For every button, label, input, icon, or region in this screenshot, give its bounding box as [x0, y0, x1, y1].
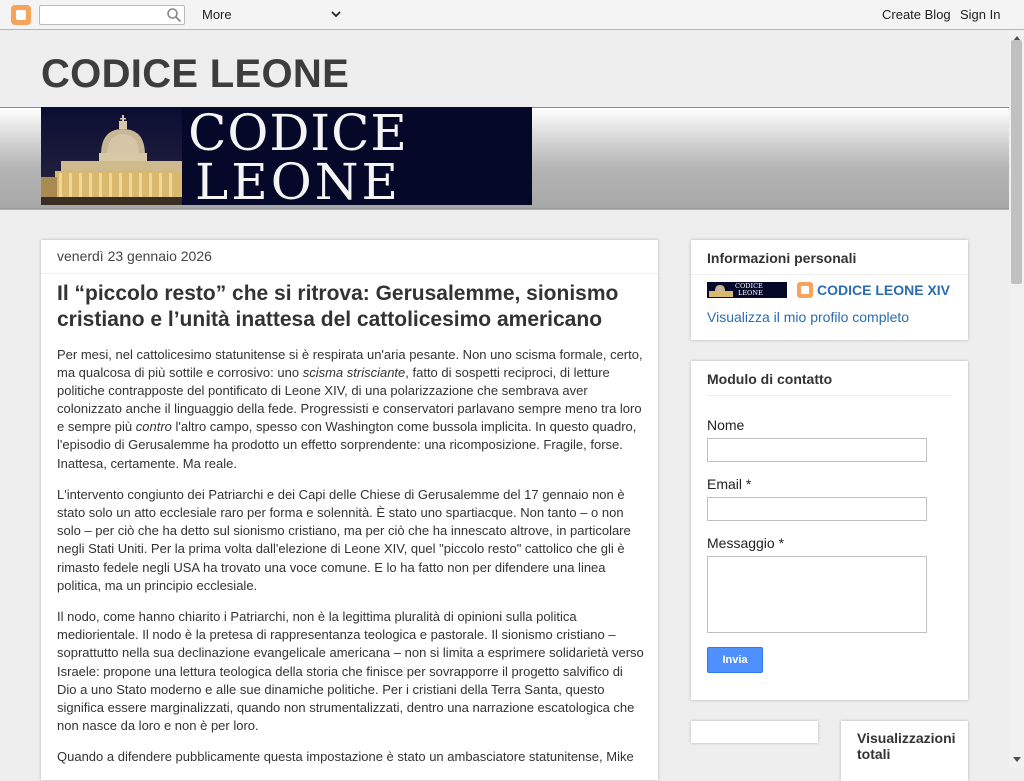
- header-divider: [0, 209, 1009, 210]
- profile-name-link[interactable]: CODICE LEONE XIV: [817, 282, 951, 298]
- widget-divider: [707, 395, 952, 396]
- chevron-down-icon[interactable]: [330, 9, 342, 19]
- post-date-divider: [41, 273, 658, 274]
- st-peters-basilica-illustration: [41, 107, 182, 205]
- scroll-down-arrow-icon[interactable]: [1013, 757, 1021, 762]
- name-label: Nome: [707, 417, 745, 433]
- blogger-navbar: [0, 0, 1024, 30]
- profile-image-text: CODICE: [735, 282, 763, 290]
- email-field[interactable]: [707, 497, 927, 521]
- view-full-profile-link[interactable]: Visualizza il mio profilo completo: [707, 309, 910, 325]
- widget-divider: [691, 274, 968, 275]
- post-paragraph: [57, 346, 645, 473]
- paragraph-text: , fatto di sospetti reciproci, di letture politiche contrapposte del pontificato di Leone XIV, di una polarizzazione che sembrava aver colonizzato anche il linguaggio della fede. Progressisti e conservatori parlavano sempre meno tra loro e sempre più: [57, 365, 642, 435]
- page-scrollbar[interactable]: [1009, 30, 1024, 768]
- total-views-widget: [841, 721, 968, 781]
- sidebar-widget-stub: [691, 721, 818, 743]
- profile-basilica-thumbnail: [707, 282, 733, 298]
- profile-image-text: LEONE: [738, 289, 763, 297]
- paragraph-text: l'altro campo, spesso con Washington come bussola implicita. In questo quadro, l'episodio di Gerusalemme ha prodotto un effetto sorprendente: una ricomposizione. Fragile, forse. Inattesa, certamente. Ma reale.: [57, 419, 637, 471]
- post-title[interactable]: Il “piccolo resto” che si ritrova: Gerusalemme, sionismo cristiano e l’unità inattesa del cattolicesimo americano: [57, 282, 619, 331]
- sign-in-link[interactable]: Sign In: [960, 7, 1001, 22]
- header-banner-image[interactable]: [41, 107, 532, 205]
- contact-widget-title: Modulo di contatto: [707, 371, 833, 387]
- email-label: Email *: [707, 476, 752, 492]
- banner-text-leone: LEONE: [195, 153, 401, 205]
- search-input[interactable]: [39, 5, 185, 25]
- name-field[interactable]: [707, 438, 927, 462]
- total-views-title: Visualizzazioni totali: [857, 730, 956, 762]
- scrollbar-thumb[interactable]: [1011, 40, 1022, 284]
- blog-post: [41, 240, 658, 780]
- more-menu-label[interactable]: More: [202, 7, 232, 22]
- banner-text-codice: CODICE: [188, 107, 408, 162]
- post-paragraph: L'intervento congiunto dei Patriarchi e dei Capi delle Chiese di Gerusalemme del 17 gennaio non è stato solo un atto ecclesiale raro per forma e solennità. È stato uno spartiacque. Non tanto – o non solo – per ciò che ha detto sul sionismo cristiano, ma per ciò che ha innescato altrove, in particolare negli Stati Uniti. Per la prima volta dall'elezione di Leone XIV, quel "piccolo resto" cattolico che gli è rimasto fedele negli USA ha trovato una voce comune. E lo ha fatto non per difendere una linea politica, ma un principio ecclesiale.: [57, 487, 631, 593]
- send-button[interactable]: Invia: [707, 647, 763, 673]
- paragraph-emphasis: scisma strisciante: [302, 365, 406, 381]
- post-paragraph: Quando a difendere pubblicamente questa impostazione è stato un ambasciatore statunitense, Mike: [57, 749, 634, 765]
- create-blog-link[interactable]: Create Blog: [882, 7, 951, 22]
- search-icon[interactable]: [166, 7, 182, 23]
- post-date: venerdì 23 gennaio 2026: [57, 248, 212, 264]
- contact-form-widget: [691, 361, 968, 700]
- paragraph-emphasis: contro: [135, 419, 172, 435]
- profile-widget-title: Informazioni personali: [707, 250, 857, 266]
- message-label: Messaggio *: [707, 535, 785, 551]
- profile-image[interactable]: [707, 282, 787, 298]
- profile-widget: [691, 240, 968, 340]
- blog-title[interactable]: CODICE LEONE: [41, 52, 350, 96]
- post-paragraph: Il nodo, come hanno chiarito i Patriarchi, non è la legittima pluralità di opinioni sulla politica mediorientale. Il nodo è la pretesa di rappresentanza teologica e pastorale. Il sionismo cristiano – soprattutto nella sua declinazione evangelicale americana – non si limita a esprimere solidarietà verso Israele: propone una lettura teologica della storia che finisce per sovrapporre il progetto salvifico di Dio a uno Stato moderno e alle sue dinamiche politiche. Per i cristiani della Terra Santa, questo significa essere marginalizzati, quando non strumentalizzati, dentro una narrazione escatologica che non nasce da loro e non è per loro.: [57, 609, 644, 733]
- blogger-logo-icon[interactable]: [11, 5, 31, 25]
- paragraph-text: Per mesi, nel cattolicesimo statunitense si è respirata un'aria pesante. Non uno scisma formale, certo, ma qualcosa di più sottile e corrosivo: uno: [57, 347, 643, 381]
- message-textarea[interactable]: [707, 556, 927, 633]
- blogger-profile-icon: [797, 282, 813, 298]
- post-body: [57, 346, 645, 780]
